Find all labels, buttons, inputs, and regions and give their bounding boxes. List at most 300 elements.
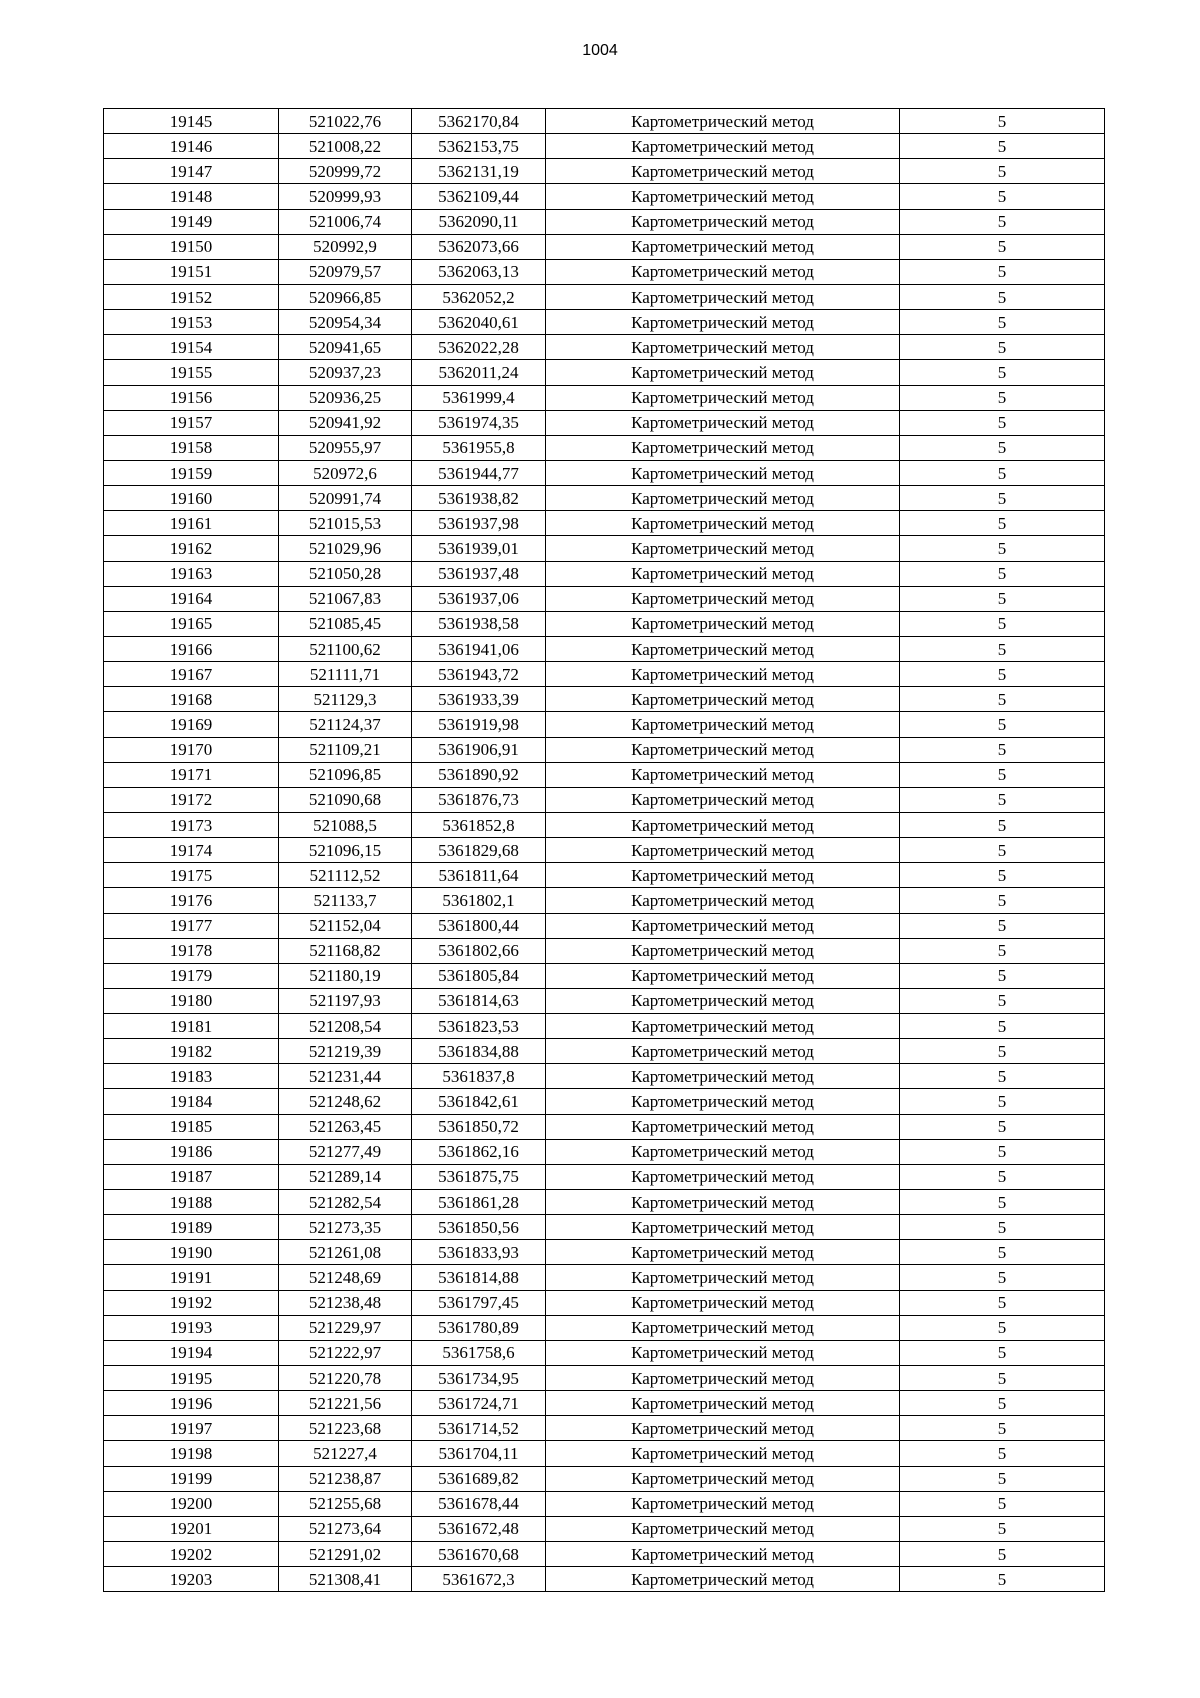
method-cell: Картометрический метод <box>546 360 900 385</box>
point-number-cell: 19152 <box>104 284 279 309</box>
point-number-cell: 19164 <box>104 586 279 611</box>
y-coordinate-cell: 5361834,88 <box>412 1039 546 1064</box>
x-coordinate-cell: 521088,5 <box>279 812 412 837</box>
method-cell: Картометрический метод <box>546 109 900 134</box>
method-cell: Картометрический метод <box>546 134 900 159</box>
accuracy-cell: 5 <box>900 662 1105 687</box>
x-coordinate-cell: 521008,22 <box>279 134 412 159</box>
method-cell: Картометрический метод <box>546 1114 900 1139</box>
x-coordinate-cell: 521308,41 <box>279 1567 412 1592</box>
point-number-cell: 19186 <box>104 1139 279 1164</box>
x-coordinate-cell: 520955,97 <box>279 435 412 460</box>
table-row <box>104 284 1105 309</box>
point-number-cell: 19180 <box>104 988 279 1013</box>
method-cell: Картометрический метод <box>546 234 900 259</box>
method-cell: Картометрический метод <box>546 1542 900 1567</box>
accuracy-cell: 5 <box>900 737 1105 762</box>
x-coordinate-cell: 521222,97 <box>279 1340 412 1365</box>
accuracy-cell: 5 <box>900 1290 1105 1315</box>
method-cell: Картометрический метод <box>546 712 900 737</box>
accuracy-cell: 5 <box>900 1466 1105 1491</box>
method-cell: Картометрический метод <box>546 1190 900 1215</box>
point-number-cell: 19158 <box>104 435 279 460</box>
method-cell: Картометрический метод <box>546 863 900 888</box>
method-cell: Картометрический метод <box>546 938 900 963</box>
table-row <box>104 1114 1105 1139</box>
y-coordinate-cell: 5361876,73 <box>412 787 546 812</box>
x-coordinate-cell: 521100,62 <box>279 636 412 661</box>
table-row <box>104 888 1105 913</box>
table-row <box>104 687 1105 712</box>
point-number-cell: 19197 <box>104 1416 279 1441</box>
x-coordinate-cell: 520972,6 <box>279 460 412 485</box>
y-coordinate-cell: 5361861,28 <box>412 1190 546 1215</box>
point-number-cell: 19198 <box>104 1441 279 1466</box>
point-number-cell: 19157 <box>104 410 279 435</box>
point-number-cell: 19184 <box>104 1089 279 1114</box>
x-coordinate-cell: 521255,68 <box>279 1491 412 1516</box>
x-coordinate-cell: 521090,68 <box>279 787 412 812</box>
point-number-cell: 19162 <box>104 536 279 561</box>
table-row <box>104 511 1105 536</box>
accuracy-cell: 5 <box>900 486 1105 511</box>
accuracy-cell: 5 <box>900 109 1105 134</box>
x-coordinate-cell: 521152,04 <box>279 913 412 938</box>
y-coordinate-cell: 5361670,68 <box>412 1542 546 1567</box>
method-cell: Картометрический метод <box>546 1215 900 1240</box>
x-coordinate-cell: 520979,57 <box>279 259 412 284</box>
y-coordinate-cell: 5362109,44 <box>412 184 546 209</box>
table-row <box>104 1441 1105 1466</box>
x-coordinate-cell: 521067,83 <box>279 586 412 611</box>
method-cell: Картометрический метод <box>546 1089 900 1114</box>
accuracy-cell: 5 <box>900 988 1105 1013</box>
method-cell: Картометрический метод <box>546 209 900 234</box>
method-cell: Картометрический метод <box>546 611 900 636</box>
x-coordinate-cell: 521109,21 <box>279 737 412 762</box>
y-coordinate-cell: 5361802,66 <box>412 938 546 963</box>
table-row <box>104 1340 1105 1365</box>
x-coordinate-cell: 521168,82 <box>279 938 412 963</box>
accuracy-cell: 5 <box>900 1089 1105 1114</box>
y-coordinate-cell: 5361906,91 <box>412 737 546 762</box>
accuracy-cell: 5 <box>900 712 1105 737</box>
x-coordinate-cell: 521282,54 <box>279 1190 412 1215</box>
method-cell: Картометрический метод <box>546 963 900 988</box>
point-number-cell: 19154 <box>104 335 279 360</box>
x-coordinate-cell: 520999,93 <box>279 184 412 209</box>
table-row <box>104 1315 1105 1340</box>
point-number-cell: 19201 <box>104 1516 279 1541</box>
accuracy-cell: 5 <box>900 611 1105 636</box>
accuracy-cell: 5 <box>900 435 1105 460</box>
y-coordinate-cell: 5361938,58 <box>412 611 546 636</box>
method-cell: Картометрический метод <box>546 1391 900 1416</box>
table-row <box>104 410 1105 435</box>
y-coordinate-cell: 5362090,11 <box>412 209 546 234</box>
table-row <box>104 1240 1105 1265</box>
accuracy-cell: 5 <box>900 1114 1105 1139</box>
x-coordinate-cell: 521096,85 <box>279 762 412 787</box>
page-number: 1004 <box>582 42 618 59</box>
accuracy-cell: 5 <box>900 1039 1105 1064</box>
table-row <box>104 611 1105 636</box>
method-cell: Картометрический метод <box>546 335 900 360</box>
method-cell: Картометрический метод <box>546 159 900 184</box>
point-number-cell: 19192 <box>104 1290 279 1315</box>
y-coordinate-cell: 5361943,72 <box>412 662 546 687</box>
method-cell: Картометрический метод <box>546 259 900 284</box>
method-cell: Картометрический метод <box>546 1416 900 1441</box>
point-number-cell: 19149 <box>104 209 279 234</box>
method-cell: Картометрический метод <box>546 284 900 309</box>
y-coordinate-cell: 5361850,72 <box>412 1114 546 1139</box>
accuracy-cell: 5 <box>900 159 1105 184</box>
method-cell: Картометрический метод <box>546 1064 900 1089</box>
table-row <box>104 1089 1105 1114</box>
method-cell: Картометрический метод <box>546 561 900 586</box>
y-coordinate-cell: 5361955,8 <box>412 435 546 460</box>
point-number-cell: 19191 <box>104 1265 279 1290</box>
point-number-cell: 19190 <box>104 1240 279 1265</box>
accuracy-cell: 5 <box>900 636 1105 661</box>
method-cell: Картометрический метод <box>546 762 900 787</box>
accuracy-cell: 5 <box>900 385 1105 410</box>
y-coordinate-cell: 5361714,52 <box>412 1416 546 1441</box>
point-number-cell: 19170 <box>104 737 279 762</box>
point-number-cell: 19179 <box>104 963 279 988</box>
point-number-cell: 19146 <box>104 134 279 159</box>
x-coordinate-cell: 521248,69 <box>279 1265 412 1290</box>
table-row <box>104 812 1105 837</box>
table-row <box>104 636 1105 661</box>
method-cell: Картометрический метод <box>546 1466 900 1491</box>
method-cell: Картометрический метод <box>546 1340 900 1365</box>
accuracy-cell: 5 <box>900 1215 1105 1240</box>
method-cell: Картометрический метод <box>546 385 900 410</box>
point-number-cell: 19195 <box>104 1366 279 1391</box>
point-number-cell: 19166 <box>104 636 279 661</box>
x-coordinate-cell: 520991,74 <box>279 486 412 511</box>
method-cell: Картометрический метод <box>546 586 900 611</box>
y-coordinate-cell: 5362063,13 <box>412 259 546 284</box>
point-number-cell: 19173 <box>104 812 279 837</box>
x-coordinate-cell: 521112,52 <box>279 863 412 888</box>
table-row <box>104 1139 1105 1164</box>
table-row <box>104 1164 1105 1189</box>
table-row <box>104 561 1105 586</box>
table-row <box>104 938 1105 963</box>
table-row <box>104 184 1105 209</box>
point-number-cell: 19169 <box>104 712 279 737</box>
table-row <box>104 762 1105 787</box>
x-coordinate-cell: 521263,45 <box>279 1114 412 1139</box>
method-cell: Картометрический метод <box>546 1290 900 1315</box>
point-number-cell: 19147 <box>104 159 279 184</box>
table-row <box>104 1290 1105 1315</box>
table-row <box>104 586 1105 611</box>
table-row <box>104 988 1105 1013</box>
accuracy-cell: 5 <box>900 1542 1105 1567</box>
point-number-cell: 19199 <box>104 1466 279 1491</box>
y-coordinate-cell: 5362052,2 <box>412 284 546 309</box>
table-row <box>104 1416 1105 1441</box>
point-number-cell: 19202 <box>104 1542 279 1567</box>
x-coordinate-cell: 520999,72 <box>279 159 412 184</box>
x-coordinate-cell: 521261,08 <box>279 1240 412 1265</box>
y-coordinate-cell: 5361890,92 <box>412 762 546 787</box>
accuracy-cell: 5 <box>900 1340 1105 1365</box>
table-row <box>104 1542 1105 1567</box>
method-cell: Картометрический метод <box>546 787 900 812</box>
table-row <box>104 460 1105 485</box>
table-row <box>104 134 1105 159</box>
x-coordinate-cell: 521220,78 <box>279 1366 412 1391</box>
accuracy-cell: 5 <box>900 787 1105 812</box>
point-number-cell: 19156 <box>104 385 279 410</box>
x-coordinate-cell: 521022,76 <box>279 109 412 134</box>
method-cell: Картометрический метод <box>546 410 900 435</box>
point-number-cell: 19171 <box>104 762 279 787</box>
table-row <box>104 863 1105 888</box>
point-number-cell: 19172 <box>104 787 279 812</box>
table-row <box>104 1039 1105 1064</box>
x-coordinate-cell: 521231,44 <box>279 1064 412 1089</box>
point-number-cell: 19153 <box>104 310 279 335</box>
y-coordinate-cell: 5362170,84 <box>412 109 546 134</box>
method-cell: Картометрический метод <box>546 1516 900 1541</box>
table-row <box>104 486 1105 511</box>
accuracy-cell: 5 <box>900 410 1105 435</box>
point-number-cell: 19174 <box>104 838 279 863</box>
table-row <box>104 385 1105 410</box>
table-row <box>104 234 1105 259</box>
accuracy-cell: 5 <box>900 335 1105 360</box>
y-coordinate-cell: 5361937,48 <box>412 561 546 586</box>
method-cell: Картометрический метод <box>546 737 900 762</box>
y-coordinate-cell: 5361800,44 <box>412 913 546 938</box>
y-coordinate-cell: 5361939,01 <box>412 536 546 561</box>
y-coordinate-cell: 5361875,75 <box>412 1164 546 1189</box>
accuracy-cell: 5 <box>900 561 1105 586</box>
accuracy-cell: 5 <box>900 511 1105 536</box>
y-coordinate-cell: 5361811,64 <box>412 863 546 888</box>
table-row <box>104 1466 1105 1491</box>
accuracy-cell: 5 <box>900 259 1105 284</box>
y-coordinate-cell: 5361672,48 <box>412 1516 546 1541</box>
y-coordinate-cell: 5361852,8 <box>412 812 546 837</box>
accuracy-cell: 5 <box>900 1441 1105 1466</box>
point-number-cell: 19185 <box>104 1114 279 1139</box>
method-cell: Картометрический метод <box>546 1441 900 1466</box>
accuracy-cell: 5 <box>900 1366 1105 1391</box>
accuracy-cell: 5 <box>900 536 1105 561</box>
accuracy-cell: 5 <box>900 838 1105 863</box>
x-coordinate-cell: 521050,28 <box>279 561 412 586</box>
method-cell: Картометрический метод <box>546 460 900 485</box>
method-cell: Картометрический метод <box>546 687 900 712</box>
y-coordinate-cell: 5362011,24 <box>412 360 546 385</box>
x-coordinate-cell: 521111,71 <box>279 662 412 687</box>
x-coordinate-cell: 521289,14 <box>279 1164 412 1189</box>
y-coordinate-cell: 5361938,82 <box>412 486 546 511</box>
y-coordinate-cell: 5361850,56 <box>412 1215 546 1240</box>
accuracy-cell: 5 <box>900 1567 1105 1592</box>
x-coordinate-cell: 520941,65 <box>279 335 412 360</box>
method-cell: Картометрический метод <box>546 1014 900 1039</box>
y-coordinate-cell: 5361672,3 <box>412 1567 546 1592</box>
x-coordinate-cell: 521273,35 <box>279 1215 412 1240</box>
y-coordinate-cell: 5361829,68 <box>412 838 546 863</box>
x-coordinate-cell: 520936,25 <box>279 385 412 410</box>
y-coordinate-cell: 5362073,66 <box>412 234 546 259</box>
accuracy-cell: 5 <box>900 812 1105 837</box>
point-number-cell: 19151 <box>104 259 279 284</box>
method-cell: Картометрический метод <box>546 1240 900 1265</box>
coordinates-table-body <box>104 109 1105 1592</box>
accuracy-cell: 5 <box>900 1164 1105 1189</box>
table-row <box>104 963 1105 988</box>
accuracy-cell: 5 <box>900 234 1105 259</box>
accuracy-cell: 5 <box>900 184 1105 209</box>
method-cell: Картометрический метод <box>546 988 900 1013</box>
table-row <box>104 1567 1105 1592</box>
point-number-cell: 19187 <box>104 1164 279 1189</box>
y-coordinate-cell: 5361862,16 <box>412 1139 546 1164</box>
accuracy-cell: 5 <box>900 863 1105 888</box>
table-row <box>104 109 1105 134</box>
x-coordinate-cell: 520966,85 <box>279 284 412 309</box>
point-number-cell: 19193 <box>104 1315 279 1340</box>
y-coordinate-cell: 5361837,8 <box>412 1064 546 1089</box>
point-number-cell: 19148 <box>104 184 279 209</box>
point-number-cell: 19160 <box>104 486 279 511</box>
table-row <box>104 1391 1105 1416</box>
x-coordinate-cell: 520992,9 <box>279 234 412 259</box>
y-coordinate-cell: 5361933,39 <box>412 687 546 712</box>
method-cell: Картометрический метод <box>546 1567 900 1592</box>
x-coordinate-cell: 521124,37 <box>279 712 412 737</box>
accuracy-cell: 5 <box>900 1190 1105 1215</box>
y-coordinate-cell: 5362040,61 <box>412 310 546 335</box>
point-number-cell: 19189 <box>104 1215 279 1240</box>
method-cell: Картометрический метод <box>546 838 900 863</box>
point-number-cell: 19163 <box>104 561 279 586</box>
y-coordinate-cell: 5362131,19 <box>412 159 546 184</box>
table-row <box>104 1064 1105 1089</box>
method-cell: Картометрический метод <box>546 310 900 335</box>
accuracy-cell: 5 <box>900 310 1105 335</box>
y-coordinate-cell: 5361758,6 <box>412 1340 546 1365</box>
point-number-cell: 19145 <box>104 109 279 134</box>
x-coordinate-cell: 521133,7 <box>279 888 412 913</box>
table-row <box>104 1265 1105 1290</box>
x-coordinate-cell: 521085,45 <box>279 611 412 636</box>
y-coordinate-cell: 5361842,61 <box>412 1089 546 1114</box>
y-coordinate-cell: 5361919,98 <box>412 712 546 737</box>
accuracy-cell: 5 <box>900 1416 1105 1441</box>
x-coordinate-cell: 521029,96 <box>279 536 412 561</box>
method-cell: Картометрический метод <box>546 184 900 209</box>
accuracy-cell: 5 <box>900 134 1105 159</box>
accuracy-cell: 5 <box>900 284 1105 309</box>
table-row <box>104 838 1105 863</box>
y-coordinate-cell: 5361999,4 <box>412 385 546 410</box>
point-number-cell: 19200 <box>104 1491 279 1516</box>
table-row <box>104 1215 1105 1240</box>
point-number-cell: 19155 <box>104 360 279 385</box>
accuracy-cell: 5 <box>900 1240 1105 1265</box>
point-number-cell: 19150 <box>104 234 279 259</box>
accuracy-cell: 5 <box>900 1516 1105 1541</box>
point-number-cell: 19188 <box>104 1190 279 1215</box>
accuracy-cell: 5 <box>900 1064 1105 1089</box>
accuracy-cell: 5 <box>900 1014 1105 1039</box>
y-coordinate-cell: 5361941,06 <box>412 636 546 661</box>
method-cell: Картометрический метод <box>546 486 900 511</box>
y-coordinate-cell: 5361780,89 <box>412 1315 546 1340</box>
accuracy-cell: 5 <box>900 762 1105 787</box>
y-coordinate-cell: 5361814,63 <box>412 988 546 1013</box>
method-cell: Картометрический метод <box>546 636 900 661</box>
accuracy-cell: 5 <box>900 963 1105 988</box>
x-coordinate-cell: 520937,23 <box>279 360 412 385</box>
method-cell: Картометрический метод <box>546 812 900 837</box>
table-row <box>104 737 1105 762</box>
method-cell: Картометрический метод <box>546 1366 900 1391</box>
table-row <box>104 1190 1105 1215</box>
accuracy-cell: 5 <box>900 360 1105 385</box>
accuracy-cell: 5 <box>900 913 1105 938</box>
x-coordinate-cell: 521291,02 <box>279 1542 412 1567</box>
method-cell: Картометрический метод <box>546 511 900 536</box>
y-coordinate-cell: 5361734,95 <box>412 1366 546 1391</box>
point-number-cell: 19175 <box>104 863 279 888</box>
method-cell: Картометрический метод <box>546 1039 900 1064</box>
table-row <box>104 787 1105 812</box>
point-number-cell: 19161 <box>104 511 279 536</box>
point-number-cell: 19181 <box>104 1014 279 1039</box>
table-row <box>104 360 1105 385</box>
accuracy-cell: 5 <box>900 687 1105 712</box>
x-coordinate-cell: 521208,54 <box>279 1014 412 1039</box>
accuracy-cell: 5 <box>900 460 1105 485</box>
x-coordinate-cell: 520954,34 <box>279 310 412 335</box>
point-number-cell: 19165 <box>104 611 279 636</box>
table-row <box>104 1516 1105 1541</box>
table-row <box>104 1366 1105 1391</box>
accuracy-cell: 5 <box>900 1391 1105 1416</box>
accuracy-cell: 5 <box>900 209 1105 234</box>
table-row <box>104 259 1105 284</box>
x-coordinate-cell: 521015,53 <box>279 511 412 536</box>
x-coordinate-cell: 521238,48 <box>279 1290 412 1315</box>
x-coordinate-cell: 521273,64 <box>279 1516 412 1541</box>
point-number-cell: 19167 <box>104 662 279 687</box>
y-coordinate-cell: 5361802,1 <box>412 888 546 913</box>
y-coordinate-cell: 5362022,28 <box>412 335 546 360</box>
method-cell: Картометрический метод <box>546 1491 900 1516</box>
coordinates-table <box>103 108 1105 1592</box>
y-coordinate-cell: 5361689,82 <box>412 1466 546 1491</box>
point-number-cell: 19182 <box>104 1039 279 1064</box>
x-coordinate-cell: 521277,49 <box>279 1139 412 1164</box>
y-coordinate-cell: 5361797,45 <box>412 1290 546 1315</box>
y-coordinate-cell: 5361937,98 <box>412 511 546 536</box>
method-cell: Картометрический метод <box>546 1265 900 1290</box>
y-coordinate-cell: 5361805,84 <box>412 963 546 988</box>
x-coordinate-cell: 521227,4 <box>279 1441 412 1466</box>
